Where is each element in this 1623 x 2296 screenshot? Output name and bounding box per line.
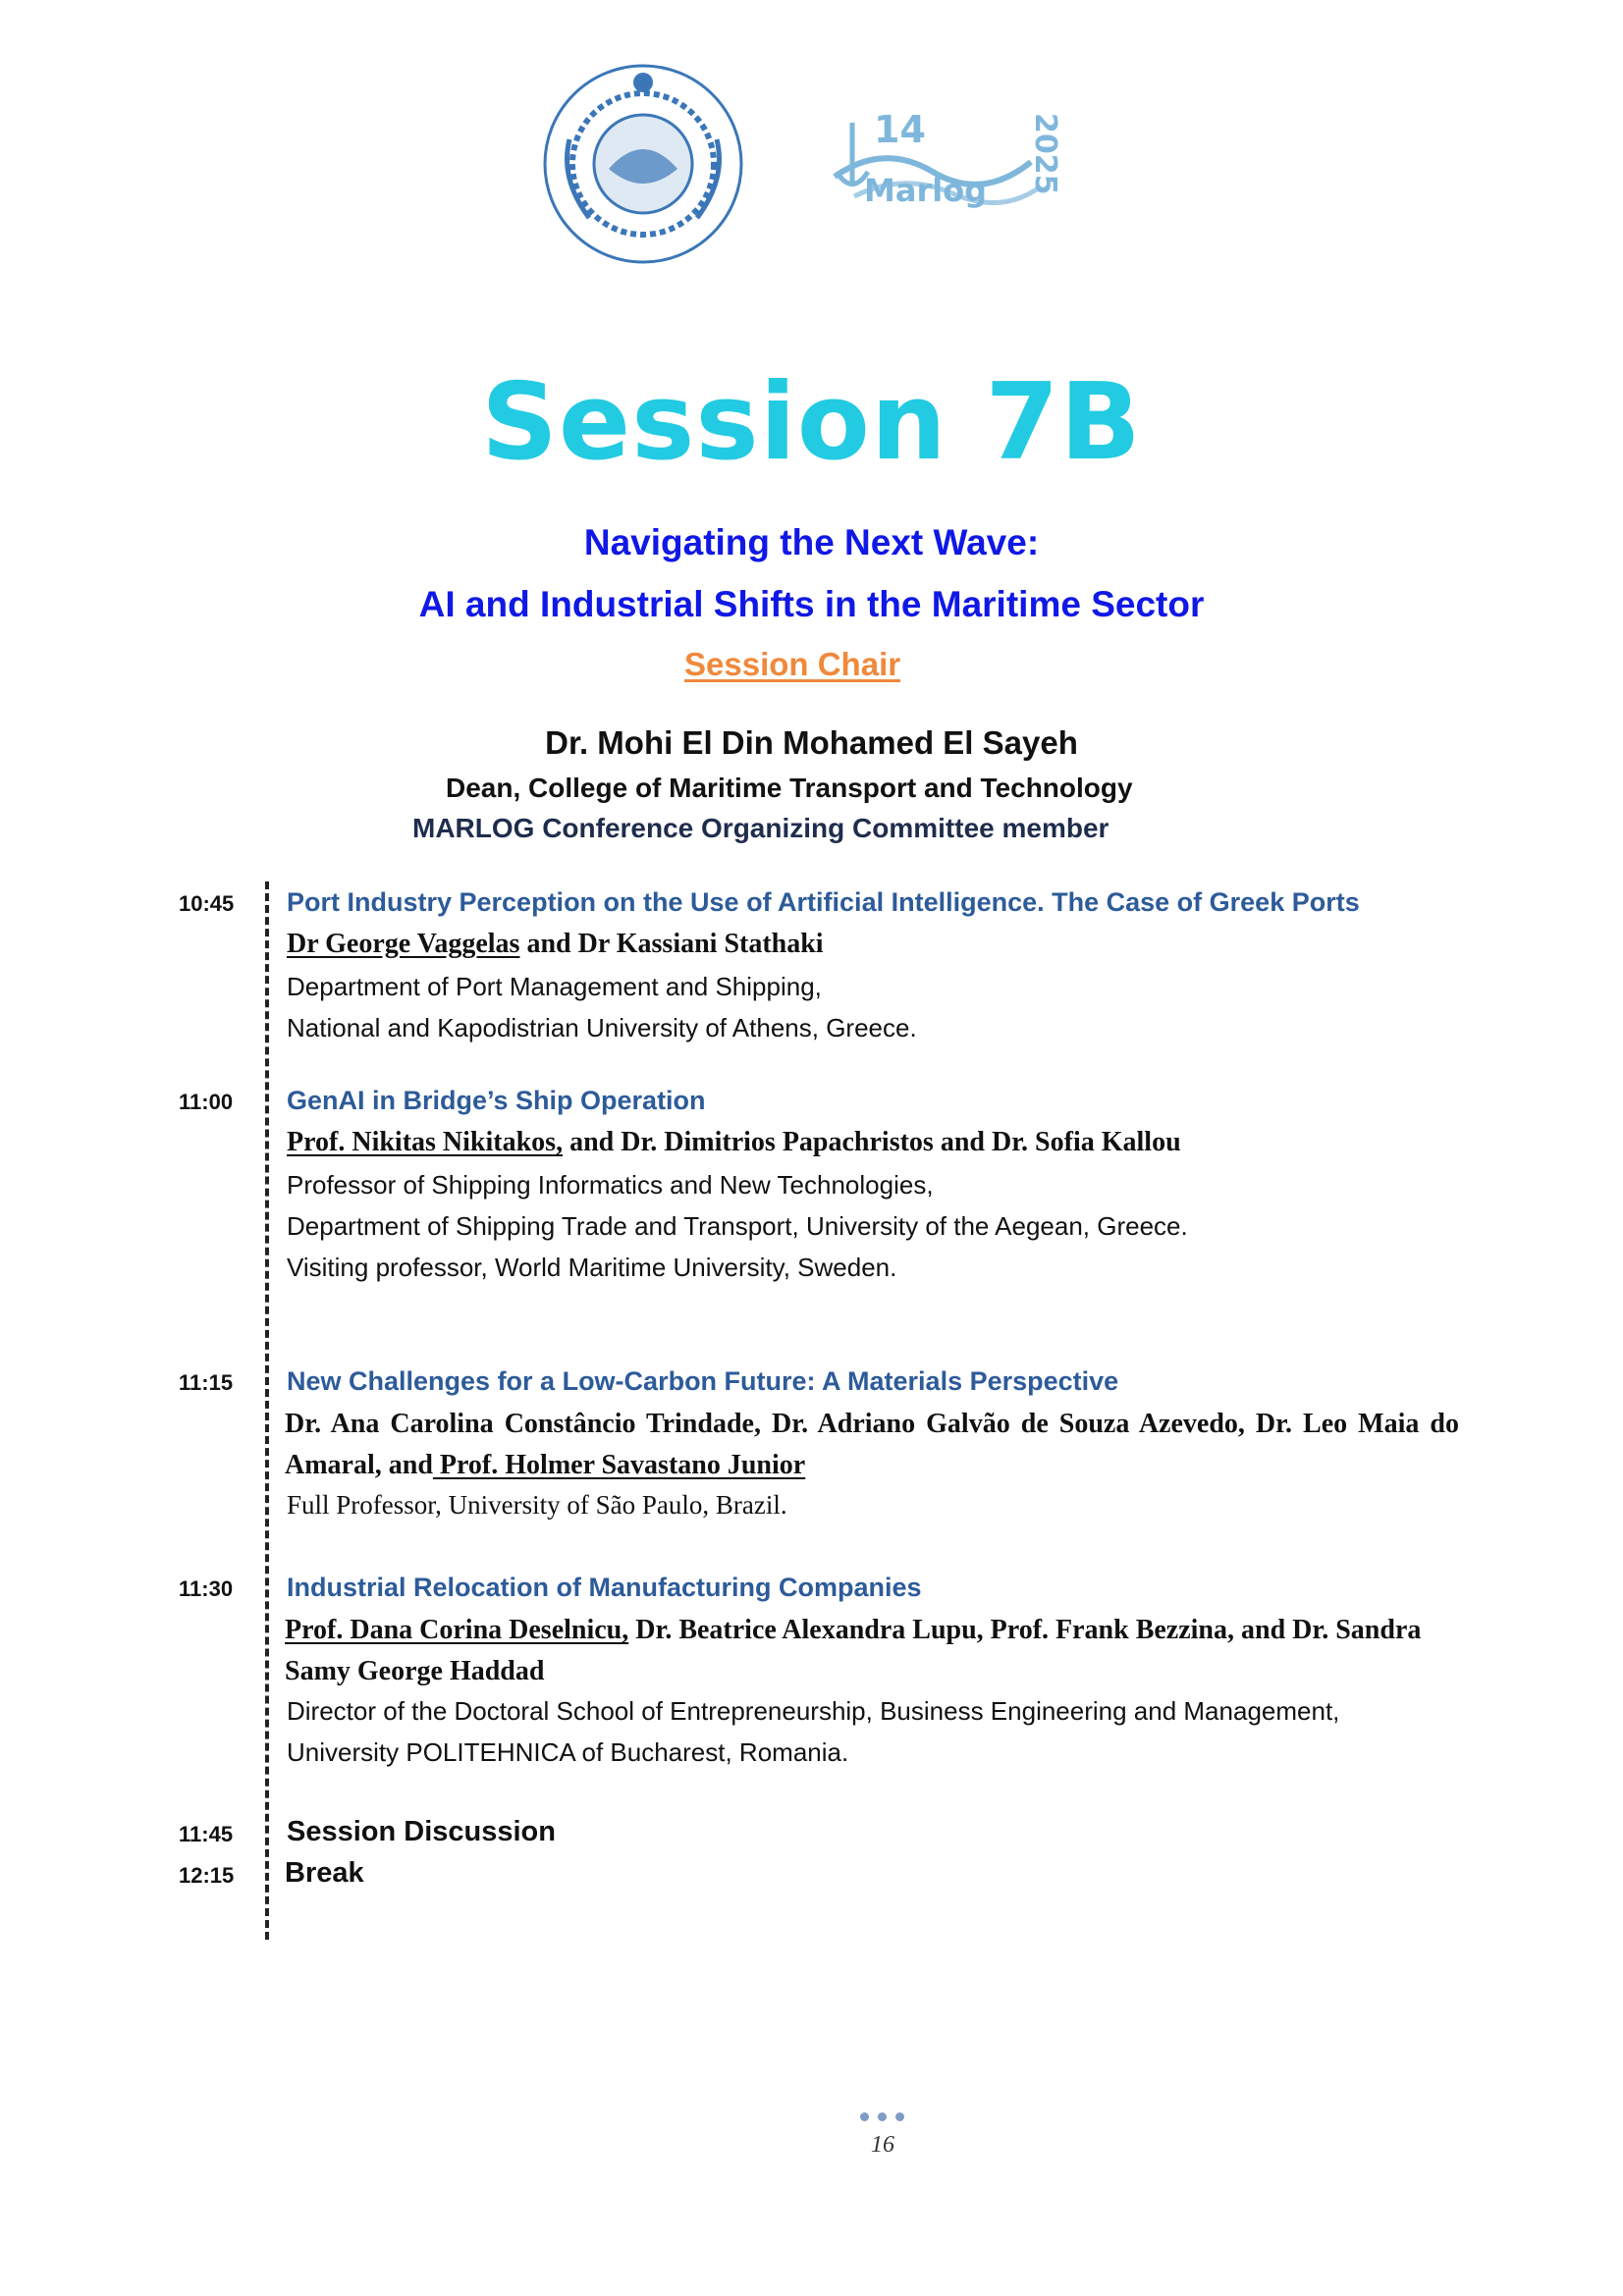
marlog-year: 2025 (1028, 113, 1062, 195)
talk-title: GenAI in Bridge’s Ship Operation (287, 1086, 706, 1115)
chair-committee-role: MARLOG Conference Organizing Committee member (412, 813, 1109, 843)
talk-title: Port Industry Perception on the Use of Artificial Intelligence. The Case of Greek Ports (287, 887, 1360, 917)
presenter-name: Prof. Holmer Savastano Junior (432, 1450, 806, 1480)
marlog-wordmark: Marlog (864, 172, 988, 209)
talk-affiliation: Full Professor, University of São Paulo, Brazil. (287, 1490, 787, 1520)
presenter-name: Prof. Dana Corina Deselnicu, (285, 1615, 629, 1645)
talk-authors (285, 1610, 1453, 1692)
coauthor-names: Dr. Ana Carolina Constâncio Trindade, Dr. Adriano Galvão de Souza Azevedo, Dr. Leo Maia do Amaral, and (285, 1409, 1459, 1480)
page-dots-decoration (860, 2109, 913, 2126)
talk-affiliation: University POLITEHNICA of Bucharest, Romania. (287, 1737, 849, 1767)
session-discussion-label: Session Discussion (287, 1816, 556, 1847)
talk-time: 11:30 (179, 1576, 234, 1601)
chair-role: Dean, College of Maritime Transport and Technology (446, 773, 1133, 803)
chair-name: Dr. Mohi El Din Mohamed El Sayeh (545, 724, 1078, 761)
talk-title: New Challenges for a Low-Carbon Future: A Materials Perspective (287, 1366, 1119, 1396)
coauthor-names: and Dr Kassiani Stathaki (519, 929, 824, 959)
marlog-edition: 14 (874, 108, 926, 151)
page-number: 16 (871, 2132, 894, 2158)
talk-authors (287, 1127, 1181, 1158)
session-subtitle-line1: Navigating the Next Wave: (583, 522, 1040, 562)
discussion-time: 11:45 (179, 1822, 234, 1846)
talk-authors (285, 1404, 1459, 1486)
talk-affiliation: Visiting professor, World Maritime University, Sweden. (287, 1253, 897, 1282)
talk-authors (287, 929, 824, 960)
talk-time: 11:15 (179, 1370, 234, 1395)
session-title: Session 7B (481, 361, 1142, 484)
talk-time: 10:45 (179, 891, 235, 916)
session-subtitle-line2: AI and Industrial Shifts in the Maritime Sector (418, 584, 1205, 624)
talk-affiliation: National and Kapodistrian University of Athens, Greece. (287, 1013, 917, 1042)
talk-title: Industrial Relocation of Manufacturing Companies (287, 1573, 922, 1602)
talk-affiliation: Professor of Shipping Informatics and New Technologies, (287, 1170, 934, 1200)
coauthor-names: Dr. Beatrice Alexandra Lupu, Prof. Frank Bezzina, and Dr. Sandra Samy George Haddad (285, 1615, 1422, 1686)
timeline-divider (265, 881, 269, 1940)
talk-affiliation: Director of the Doctoral School of Entrepreneurship, Business Engineering and Management, (287, 1696, 1340, 1726)
presenter-name: Prof. Nikitas Nikitakos, (287, 1127, 564, 1157)
coauthor-names: and Dr. Dimitrios Papachristos and Dr. Sofia Kallou (563, 1127, 1181, 1157)
academy-logo (540, 61, 746, 267)
break-label: Break (285, 1857, 364, 1889)
presenter-name: Dr George Vaggelas (287, 929, 520, 959)
session-chair-heading: Session Chair (684, 646, 901, 682)
marlog-logo (825, 103, 1080, 221)
break-time: 12:15 (179, 1863, 235, 1888)
talk-affiliation: Department of Shipping Trade and Transport, University of the Aegean, Greece. (287, 1211, 1188, 1241)
talk-affiliation: Department of Port Management and Shipping, (287, 972, 822, 1001)
talk-time: 11:00 (179, 1090, 234, 1114)
